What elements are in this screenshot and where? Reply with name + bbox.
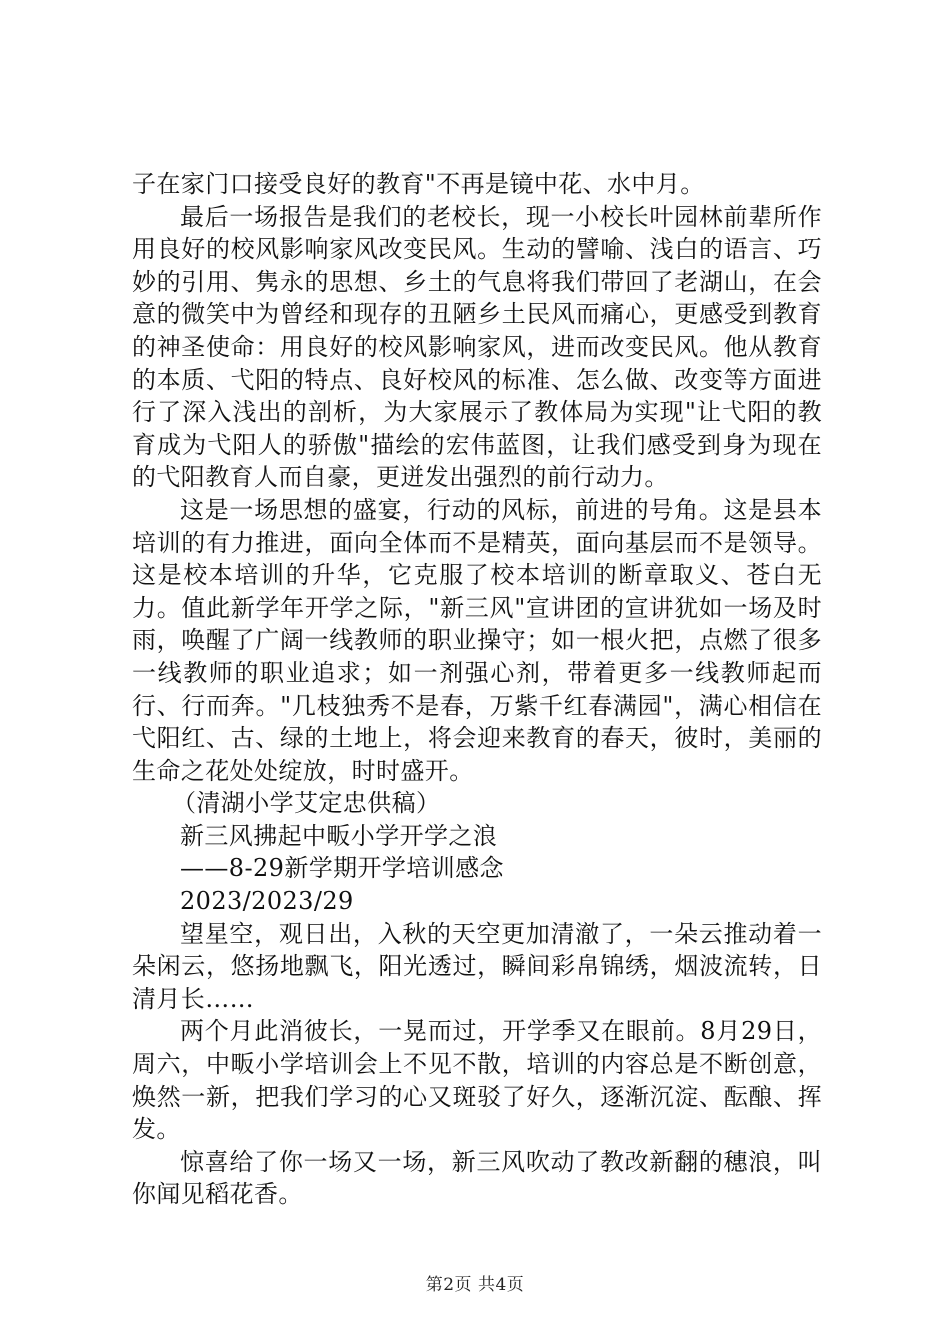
- paragraph-continuation: 子在家门口接受良好的教育"不再是镜中花、水中月。: [132, 170, 705, 198]
- paragraph-school-start: 两个月此消彼长，一晃而过，开学季又在眼前。8月29日，周六，中畈小学培训会上不见不散，培训的内容总是不断创意，焕然一新，把我们学习的心又斑驳了好久，逐渐沉淀、酝酿、挥发。: [132, 1017, 822, 1144]
- paragraph-sky: 望星空，观日出，入秋的天空更加清澈了，一朵云推动着一朵闲云，悠扬地飘飞，阳光透过，瞬间彩帛锦绣，烟波流转，日清月长……: [132, 919, 822, 1013]
- article-date: 2023/2023/29: [180, 887, 354, 916]
- paragraph-training-summary: 这是一场思想的盛宴，行动的风标，前进的号角。这是县本培训的有力推进，面向全体而不是精英，面向基层而不是领导。这是校本培训的升华，它克服了校本培训的断章取义、苍白无力。值此新学年开学之际，"新三风"宣讲团的宣讲犹如一场及时雨，唤醒了广阔一线教师的职业操守；如一根火把，点燃了很多一线教师的职业追求；如一剂强心剂，带着更多一线教师起而行、行而奔。"几枝独秀不是春，万紫千红春满园"，满心相信在弋阳红、古、绿的土地上，将会迎来教育的春天，彼时，美丽的生命之花处处绽放，时时盛开。: [132, 495, 822, 785]
- paragraph-principal-report: 最后一场报告是我们的老校长，现一小校长叶园林前辈所作用良好的校风影响家风改变民风。生动的譬喻、浅白的语言、巧妙的引用、隽永的思想、乡土的气息将我们带回了老湖山，在会意的微笑中为曾经和现存的丑陋乡土民风而痛心，更感受到教育的神圣使命：用良好的校风影响家风，进而改变民风。他从教育的本质、弋阳的特点、良好校风的标准、怎么做、改变等方面进行了深入浅出的剖析，为大家展示了教体局为实现"让弋阳的教育成为弋阳人的骄傲"描绘的宏伟蓝图，让我们感受到身为现在的弋阳教育人而自豪，更迸发出强烈的前行动力。: [132, 202, 822, 492]
- page-footer: 第2页 共4页: [425, 1275, 525, 1295]
- paragraph-surprise: 惊喜给了你一场又一场，新三风吹动了教改新翻的穗浪，叫你闻见稻花香。: [132, 1147, 822, 1209]
- document-body: [132, 168, 822, 1211]
- article-title: 新三风拂起中畈小学开学之浪: [180, 821, 498, 850]
- article-subtitle: ——8-29新学期开学培训感念: [180, 854, 504, 883]
- author-credit: （清湖小学艾定忠供稿）: [172, 789, 441, 818]
